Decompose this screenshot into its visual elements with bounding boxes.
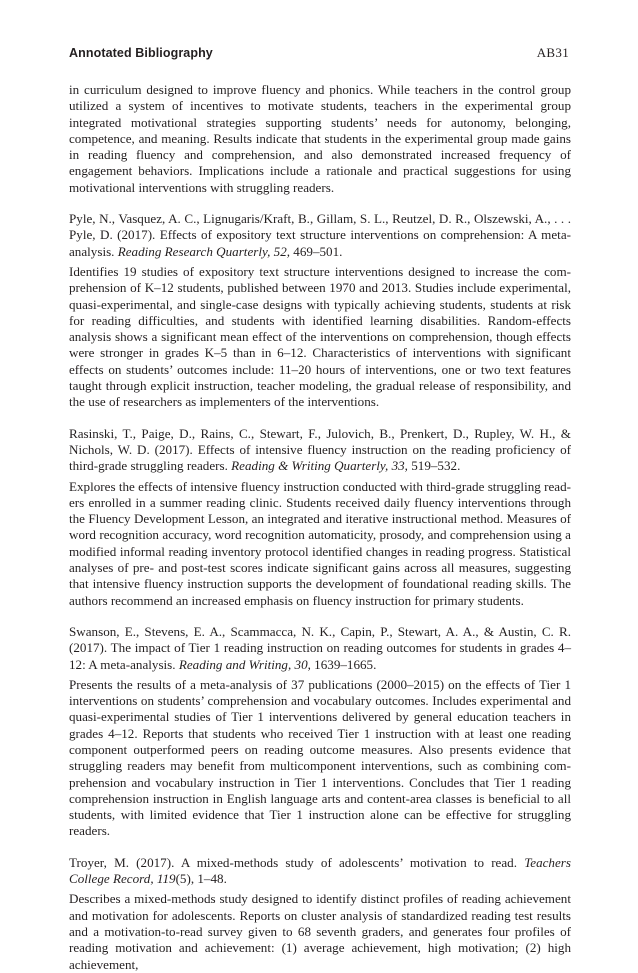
annotation-text: Presents the results of a meta-analysis of 37 publications (2000–2015) on the effects of Tier 1 interventions on students’ comprehension and vocabulary outcomes. Includes experimental and quasi-experimental studies of Tier 1 interventions delivered by general education teachers in grades 4–12. Reports that students who received Tier 1 instruction with at least one reading component outperformed peers on reading outcome measures. Also presents evidence that struggling readers may benefit from multicomponent interventions, such as combining comprehension and vocabulary instruction in Tier 1 interventions. Concludes that Tier 1 reading comprehension instruction in English language arts and content-area classes is beneficial to all students, with limited evidence that Tier 1 instruction alone can be effective for struggling readers.: [69, 676, 571, 839]
citation-pages: 519–532.: [411, 458, 461, 474]
citation-journal: Reading and Writing,: [178, 656, 292, 672]
citation: [69, 211, 571, 260]
citation: [69, 855, 571, 888]
citation-journal: Reading Research Quarterly,: [117, 243, 271, 259]
citation-pages: (5), 1–48.: [175, 871, 227, 887]
annotation-text: Identifies 19 studies of expository text structure interventions designed to increase the comprehension of K–12 students, published between 1970 and 2013. Studies include experimental, quasi-experimental, and single-case designs with typically achieving students, students at risk for reading difficulties, and students with identified learning disabilities. Random-effects analysis shows a significant mean effect of the interventions on comprehension, though effects were stronger in grades K–5 than in 6–12. Characteristics of interventions with significant effects on students’ outcomes include: 11–20 hours of interventions, one or two text features taught through explicit instruction, teacher modeling, the gradual release of responsibility, and the use of researchers as implementers of the interventions.: [69, 263, 571, 410]
citation-authors-title: Swanson, E., Stevens, E. A., Scammacca, N. K., Capin, P., Stewart, A. A., & Austin, C. R. (2017). The impact of Tier 1 reading instruction on reading outcomes for students in grades 4–12: A meta-analysis.: [69, 623, 571, 672]
citation: [69, 624, 571, 673]
citation-authors-title: Rasinski, T., Paige, D., Rains, C., Stewart, F., Julovich, B., Prenkert, D., Rupley, W. H., & Nichols, W. D. (2017). Effects of intensive fluency instruction on the reading proficiency of third-grade struggling readers.: [69, 425, 571, 474]
bibliography-entry-troyer: [69, 855, 571, 973]
citation-volume: 52,: [273, 243, 291, 259]
citation-pages: 1639–1665.: [314, 656, 377, 672]
annotation-text: Explores the effects of intensive fluency instruction conducted with third-grade struggling readers enrolled in a summer reading clinic. Students received daily fluency interventions through the Fluency Development Lesson, an integrated and iterative instructional method. Measures of word recognition accuracy, word recognition automaticity, prosody, and comprehension using a modified informal reading inventory protocol identified changes in reading progress. Statistical analyses of pre- and post-test scores indicate significant gains across all measures, suggesting that intensive fluency instruction supports the development of foundational reading skills. The authors recommend an increased emphasis on fluency instruction for primary students.: [69, 478, 571, 608]
annotation-text: Describes a mixed-methods study designed to identify distinct profiles of reading achievement and motivation for adolescents. Reports on cluster analysis of standardized reading test results and a motivation-to-read survey given to 68 seventh graders, and generates four profiles of reading motivation and achievement: (1) average achievement, high motivation; (2) high achievement,: [69, 891, 571, 972]
continued-annotation: in curriculum designed to improve fluency and phonics. While teachers in the control group utilized a system of incentives to motivate students, teachers in the experimental group integrated motivational strategies supporting students’ needs for autonomy, belonging, competence, and meaning. Results indicate that students in the experimental group made gains in reading fluency and comprehension, and also demonstrated increased frequency of engagement behaviors. Implications include a rationale and practical suggestions for using motivational interventions with struggling readers.: [69, 82, 571, 195]
citation: [69, 426, 571, 475]
citation-volume: 33,: [391, 458, 408, 474]
citation-authors-title: Pyle, N., Vasquez, A. C., Lignugaris/Kraft, B., Gillam, S. L., Reutzel, D. R., Olszewski, A., . . . Pyle, D. (2017). Effects of expository text structure interventions on comprehension: A meta-analysis.: [69, 211, 571, 259]
bibliography-entry-swanson: [69, 624, 571, 840]
running-header: [69, 45, 569, 61]
bibliography-entry-pyle: [69, 211, 571, 411]
bibliography-entry-rasinski: [69, 426, 571, 609]
citation-journal: Teachers College Record,: [69, 854, 571, 887]
page-number: AB31: [536, 45, 569, 60]
citation-authors-title: Troyer, M. (2017). A mixed-methods study of adolescents’ motivation to read.: [69, 854, 517, 870]
running-head-title: Annotated Bibliography: [69, 46, 213, 60]
citation-journal: Reading & Writing Quarterly,: [231, 458, 389, 474]
page-body: [69, 82, 571, 973]
citation-pages: 469–501.: [293, 243, 343, 259]
citation-volume: 30,: [294, 656, 311, 672]
citation-volume: 119: [156, 871, 176, 887]
